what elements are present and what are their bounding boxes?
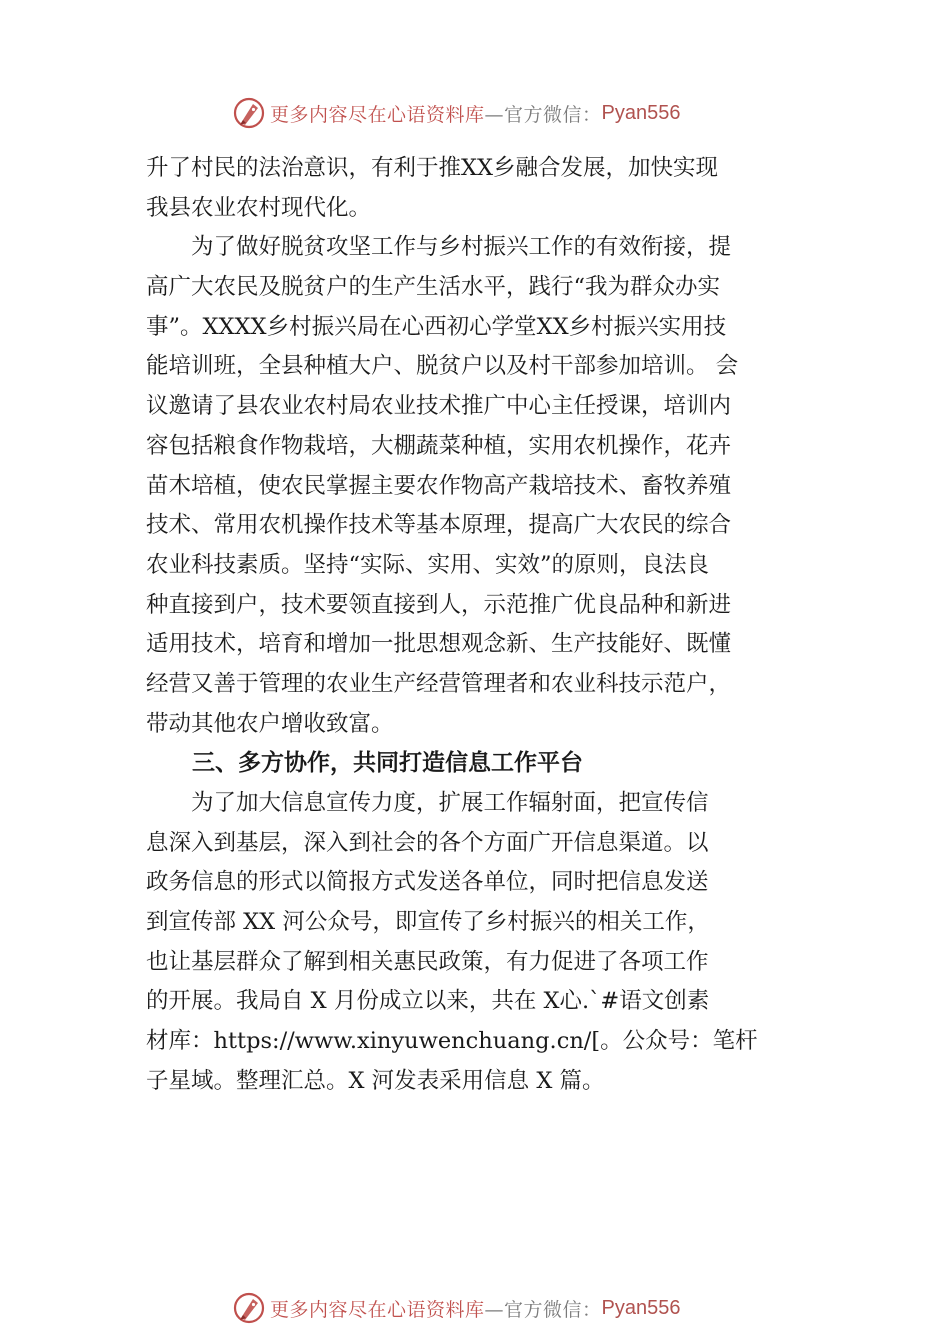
pen-nib-logo-icon	[232, 96, 266, 130]
text-line: 政务信息的形式以简报方式发送各单位，同时把信息发送	[146, 869, 709, 896]
text-line: 容包括粮食作物栽培，大棚蔬菜种植，实用农机操作，花卉	[146, 432, 732, 459]
pen-nib-logo-icon	[232, 1291, 266, 1325]
text-line: 经营又善于管理的农业生产经营管理者和农业科技示范户，	[146, 670, 732, 697]
text-line: 也让基层群众了解到相关惠民政策，有力促进了各项工作	[146, 948, 709, 975]
text-line: 种直接到户，技术要领直接到人，示范推广优良品种和新进	[146, 591, 732, 618]
text-line: 能培训班，全县种植大户、脱贫户以及村干部参加培训。 会	[146, 353, 739, 380]
text-line: 适用技术，培育和增加一批思想观念新、生产技能好、既懂	[146, 631, 732, 658]
text-line: 为了做好脱贫攻坚工作与乡村振兴工作的有效衔接，提	[146, 234, 732, 261]
footer-banner	[232, 1291, 681, 1325]
text-line: 议邀请了县农业农村局农业技术推广中心主任授课，培训内	[146, 393, 732, 420]
banner-separator: —官方微信：	[484, 103, 602, 126]
header-banner	[232, 96, 681, 130]
section-heading: 三、多方协作，共同打造信息工作平台	[146, 750, 583, 777]
text-line: 材库：https://www.xinyuwenchuang.cn/[。公众号：笔杆	[146, 1028, 758, 1055]
text-line: 农业科技素质。坚持“实际、实用、实效”的原则，良法良	[146, 551, 710, 578]
text-line: 到宣传部 XX 河公众号，即宣传了乡村振兴的相关工作，	[146, 909, 710, 936]
text-line: 带动其他农户增收致富。	[146, 710, 394, 737]
text-line: 我县农业农村现代化。	[146, 194, 372, 221]
text-line: 事”。XXXX乡村振兴局在心西初心学堂XX乡村振兴实用技	[146, 313, 727, 340]
banner-title: 更多内容尽在心语资料库	[270, 1298, 485, 1321]
text-line: 子星域。整理汇总。X 河发表采用信息 X 篇。	[146, 1067, 605, 1094]
banner-title: 更多内容尽在心语资料库	[270, 103, 485, 126]
banner-wechat-id: Pyan556	[601, 1296, 681, 1319]
text-line: 高广大农民及脱贫户的生产生活水平，践行“我为群众办实	[146, 274, 721, 301]
document-body	[146, 149, 816, 1102]
text-line: 技术、常用农机操作技术等基本原理，提高广大农民的综合	[146, 512, 732, 539]
text-line: 为了加大信息宣传力度，扩展工作辐射面，把宣传信	[146, 790, 709, 816]
banner-separator: —官方微信：	[484, 1298, 602, 1321]
text-line: 的开展。我局自 X 月份成立以来，共在 X心.`#语文创素	[146, 988, 710, 1015]
banner-wechat-id: Pyan556	[601, 101, 681, 124]
text-line: 苗木培植，使农民掌握主要农作物高产栽培技术、畜牧养殖	[146, 472, 732, 499]
text-line: 息深入到基层，深入到社会的各个方面广开信息渠道。以	[146, 829, 709, 856]
text-line: 升了村民的法治意识，有利于推XX乡融合发展，加快实现	[146, 155, 719, 181]
